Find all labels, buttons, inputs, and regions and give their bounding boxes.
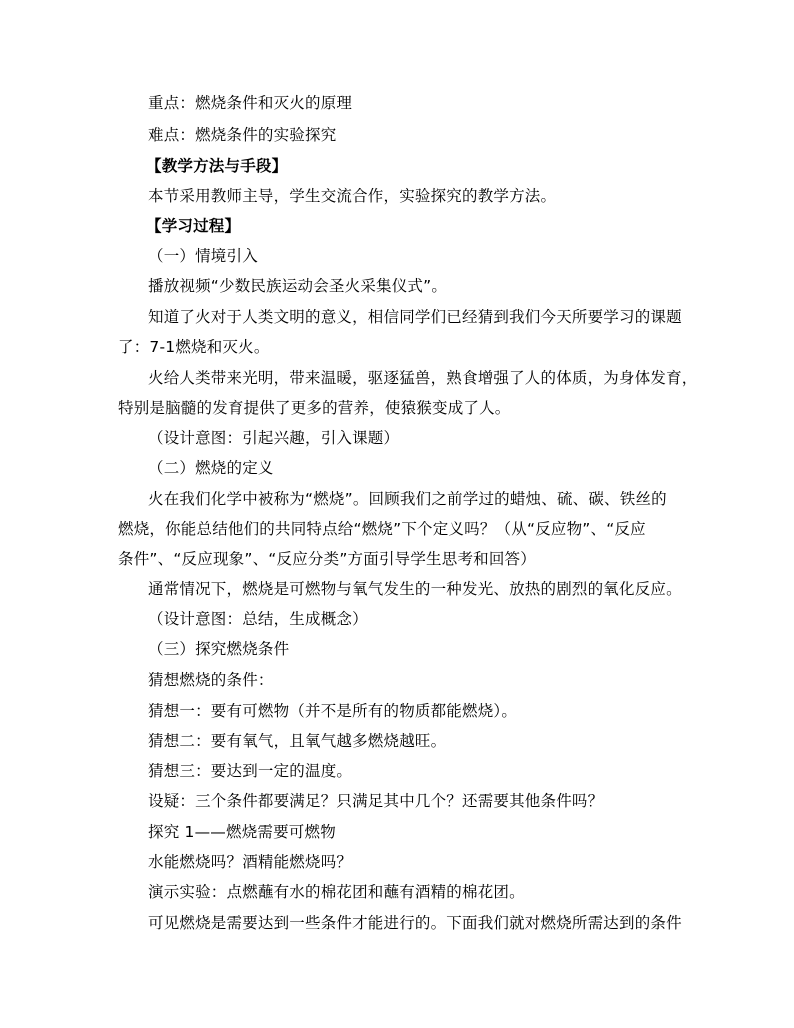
paragraph-line: 特别是脑髓的发育提供了更多的营养，使猿猴变成了人。	[118, 399, 511, 417]
paragraph-line: 可见燃烧是需要达到一些条件才能进行的。下面我们就对燃烧所需达到的条件	[148, 914, 682, 932]
subsection-heading: （二）燃烧的定义	[148, 459, 274, 477]
paragraph-line: 猜想燃烧的条件：	[148, 671, 274, 689]
paragraph-line: 水能燃烧吗？酒精能燃烧吗？	[148, 853, 353, 871]
paragraph-line: 燃烧，你能总结他们的共同特点给“燃烧”下个定义吗？（从“反应物”、“反应	[118, 520, 646, 538]
difficulty-line: 难点：燃烧条件的实验探究	[148, 126, 337, 144]
subsection-heading: （三）探究燃烧条件	[148, 640, 290, 658]
paragraph-line: 知道了火对于人类文明的意义，相信同学们已经猜到我们今天所要学习的课题	[148, 308, 682, 326]
subsection-heading: （一）情境引入	[148, 247, 258, 265]
paragraph-line: 火给人类带来光明，带来温暖，驱逐猛兽，熟食增强了人的体质，为身体发育，	[148, 369, 698, 387]
paragraph-line: 了：7-1燃烧和灭火。	[118, 338, 270, 356]
key-point-line: 重点：燃烧条件和灭火的原理	[148, 94, 353, 112]
paragraph-line: 火在我们化学中被称为“燃烧”。回顾我们之前学过的蜡烛、硫、碳、铁丝的	[148, 490, 667, 508]
paragraph-line: 播放视频“少数民族运动会圣火采集仪式”。	[148, 277, 448, 295]
paragraph-line: 条件”、“反应现象”、“反应分类”方面引导学生思考和回答）	[118, 550, 536, 568]
paragraph-line: 本节采用教师主导，学生交流合作，实验探究的教学方法。	[148, 187, 557, 205]
hypothesis-line: 猜想一：要有可燃物（并不是所有的物质都能燃烧）。	[148, 702, 518, 720]
subsection-heading: 探究 1——燃烧需要可燃物	[148, 823, 336, 841]
section-heading-methods: 【教学方法与手段】	[146, 157, 288, 175]
hypothesis-line: 猜想三：要达到一定的温度。	[148, 762, 353, 780]
section-heading-process: 【学习过程】	[146, 217, 241, 235]
paragraph-line: 通常情况下，燃烧是可燃物与氧气发生的一种发光、放热的剧烈的氧化反应。	[148, 580, 682, 598]
hypothesis-line: 猜想二：要有氧气，且氧气越多燃烧越旺。	[148, 732, 447, 750]
paragraph-line: 演示实验：点燃蘸有水的棉花团和蘸有酒精的棉花团。	[148, 883, 525, 901]
paragraph-line: 设疑：三个条件都要满足？只满足其中几个？还需要其他条件吗？	[148, 792, 604, 810]
design-intent-line: （设计意图：总结，生成概念）	[148, 610, 368, 628]
design-intent-line: （设计意图：引起兴趣，引入课题）	[148, 429, 400, 447]
